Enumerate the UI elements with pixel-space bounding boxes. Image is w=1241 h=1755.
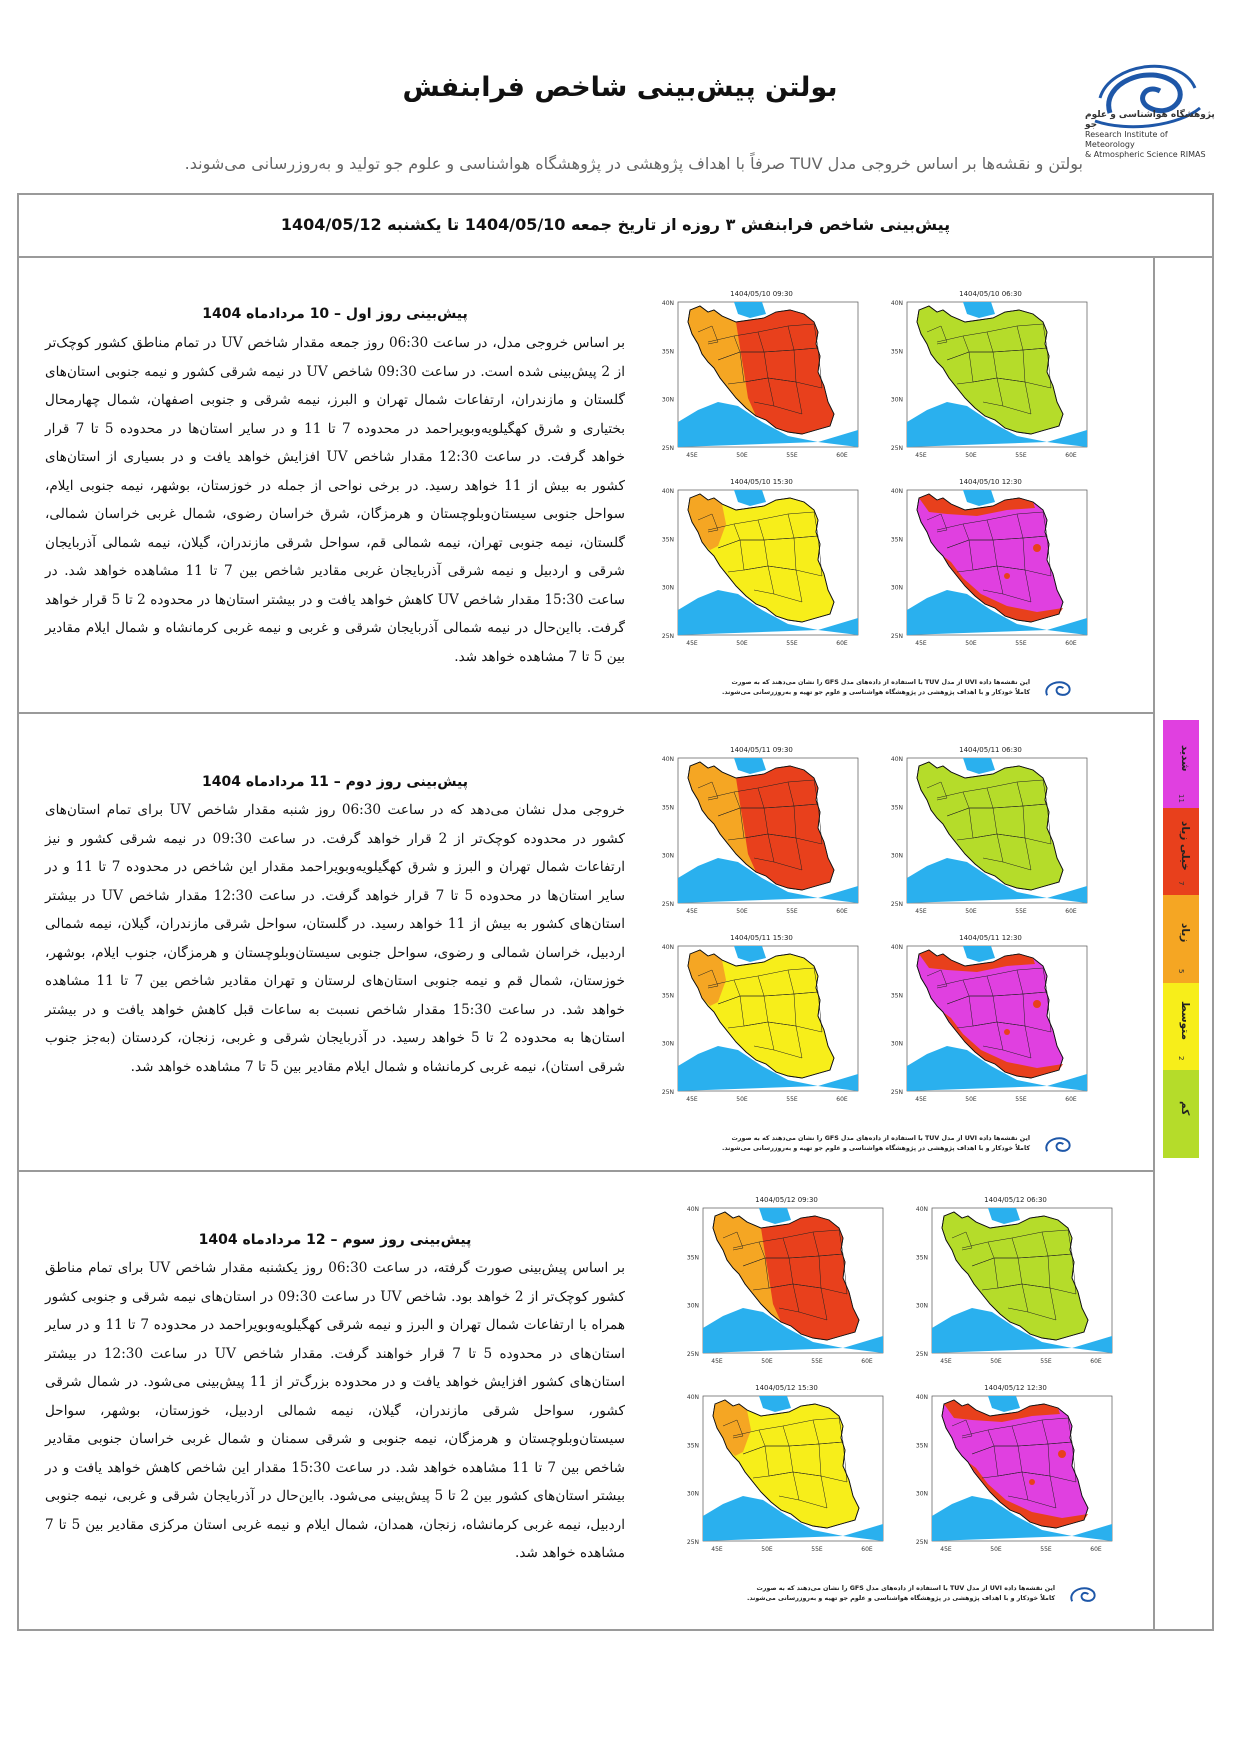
lon-tick-label: 45E	[686, 452, 698, 459]
mini-logo-icon	[1040, 674, 1076, 704]
map-time-label: 1404/05/12 06:30	[984, 1196, 1047, 1204]
lat-tick-label: 40N	[890, 488, 903, 495]
lon-tick-label: 60E	[836, 1096, 848, 1103]
day2-title: پیش‌بینی روز دوم – 11 مردادماه 1404	[201, 774, 468, 790]
map-credit-line1: این نقشه‌ها داده UVI از مدل TUV با استفاده از داده‌های مدل GFS را نشان می‌دهند که به صورت	[731, 1135, 1030, 1142]
lat-tick-label: 25N	[661, 633, 674, 640]
lat-tick-label: 35N	[686, 1442, 699, 1450]
lat-tick-label: 30N	[915, 1490, 928, 1498]
day1-map-1230	[879, 474, 1102, 656]
lon-tick-label: 55E	[1015, 452, 1027, 459]
lat-tick-label: 25N	[686, 1351, 699, 1358]
logo-en-line2: & Atmospheric Science RIMAS	[1085, 150, 1206, 159]
lat-tick-label: 35N	[890, 536, 903, 544]
lon-tick-label: 55E	[811, 1546, 823, 1553]
lat-tick-label: 40N	[890, 300, 903, 307]
lat-tick-label: 30N	[661, 396, 674, 404]
day3-title: پیش‌بینی روز سوم – 12 مردادماه 1404	[198, 1232, 472, 1248]
day2-map-0930	[650, 742, 873, 924]
day2-map-1230	[879, 930, 1102, 1112]
lat-tick-label: 35N	[890, 804, 903, 812]
lon-tick-label: 60E	[1065, 640, 1077, 647]
map-time-label: 1404/05/12 12:30	[984, 1384, 1047, 1392]
lat-tick-label: 40N	[661, 756, 674, 763]
legend-label: متوسط	[1179, 1001, 1191, 1041]
map-credit-line2: کاملاً خودکار و با اهداف پژوهشی در پژوهشگاه هواشناسی و علوم جو تهیه و به‌روزرسانی می‌شوند.	[746, 1595, 1055, 1602]
day3-map-0930-plot	[675, 1192, 898, 1374]
lat-tick-label: 35N	[686, 1254, 699, 1262]
day1-map-1530-plot	[650, 474, 873, 656]
map-credit-line1: این نقشه‌ها داده UVI از مدل TUV با استفاده از داده‌های مدل GFS را نشان می‌دهند که به صورت	[756, 1585, 1055, 1592]
lon-tick-label: 55E	[1015, 908, 1027, 915]
lat-tick-label: 30N	[890, 396, 903, 404]
map-time-label: 1404/05/12 15:30	[755, 1384, 818, 1392]
lon-tick-label: 55E	[811, 1358, 823, 1365]
lat-tick-label: 35N	[661, 536, 674, 544]
map-credit	[690, 1134, 1030, 1154]
lon-tick-label: 50E	[736, 640, 748, 647]
lon-tick-label: 60E	[836, 908, 848, 915]
lon-tick-label: 45E	[940, 1546, 952, 1553]
lon-tick-label: 60E	[1090, 1546, 1102, 1553]
lat-tick-label: 25N	[890, 445, 903, 452]
lon-tick-label: 60E	[1090, 1358, 1102, 1365]
lat-tick-label: 40N	[686, 1206, 699, 1213]
map-time-label: 1404/05/11 15:30	[730, 934, 793, 942]
day3-map-1230-plot	[904, 1380, 1127, 1562]
map-time-label: 1404/05/10 12:30	[959, 478, 1022, 486]
legend-threshold: 5	[1177, 968, 1185, 974]
lat-tick-label: 40N	[890, 756, 903, 763]
day1-body: بر اساس خروجی مدل، در ساعت 06:30 روز جمعه مقدار شاخص UV در تمام مناطق کشور کوچک‌تر از 2 پیش‌بینی شده است. در ساعت 09:30 شاخص UV در نیمه شرقی کشور و نیمه جنوبی استان‌های گلستان و مازندران، ارتفاعات شمال تهران و البرز، نیمه شرقی و جنوبی اصفهان، شمال چهارمحال بختیاری و شرق کهگیلویه‌وبویراحمد در محدوده 7 تا 11 و در سایر استان‌ها در محدوده 5 تا 7 قرار خواهد گرفت. در ساعت 12:30 مقدار شاخص UV افزایش خواهد یافت و در بسیاری از استان‌های کشور به بیش از 11 خواهد رسید. در برخی نواحی از جمله در خوزستان، بوشهر، نیمه جنوبی ایلام، سواحل جنوبی سیستان‌وبلوچستان و هرمزگان، شرق خراسان رضوی، شمال غربی خراسان شمالی، گلستان، نیمه جنوبی تهران، نیمه شمالی قم، سواحل شرقی مازندران، گیلان، نیمه شمالی آذربایجان شرقی و اردبیل و نیمه شرقی آذربایجان غربی مقادیر شاخص بین 7 تا 11 مشاهده خواهد شد. در ساعت 15:30 مقدار شاخص UV کاهش خواهد یافت و در بیشتر استان‌ها در محدوده 2 تا 5 قرار خواهد گرفت. بااین‌حال در نیمه شمالی آذربایجان شرقی و غربی و نیمه غربی کرمانشاه و شمال ایلام مقادیر بین 5 تا 7 مشاهده خواهد شد.	[45, 335, 626, 665]
lon-tick-label: 60E	[1065, 908, 1077, 915]
map-credit-line2: کاملاً خودکار و با اهداف پژوهشی در پژوهشگاه هواشناسی و علوم جو تهیه و به‌روزرسانی می‌شوند.	[721, 1145, 1030, 1152]
logo-en-line1: Research Institute of Meteorology	[1085, 130, 1168, 149]
legend-label: خیلی زیاد	[1179, 820, 1191, 871]
day1-map-panel	[650, 286, 1120, 726]
day2-map-0930-plot	[650, 742, 873, 924]
map-time-label: 1404/05/11 09:30	[730, 746, 793, 754]
lon-tick-label: 45E	[940, 1358, 952, 1365]
lat-tick-label: 30N	[890, 852, 903, 860]
lon-tick-label: 50E	[965, 908, 977, 915]
legend-threshold: 11	[1177, 793, 1185, 803]
lon-tick-label: 50E	[965, 640, 977, 647]
lon-tick-label: 45E	[915, 452, 927, 459]
mini-logo-icon	[1065, 1580, 1101, 1610]
logo-caption	[1085, 110, 1215, 160]
day2-map-0630-plot	[879, 742, 1102, 924]
lat-tick-label: 30N	[890, 584, 903, 592]
lon-tick-label: 50E	[965, 452, 977, 459]
day1-map-0630	[879, 286, 1102, 468]
lat-tick-label: 35N	[661, 804, 674, 812]
table-header-text: پیش‌بینی شاخص فرابنفش ۳ روزه از تاریخ جمعه 1404/05/10 تا یکشنبه 1404/05/12	[280, 215, 951, 234]
lat-tick-label: 40N	[915, 1394, 928, 1401]
lat-tick-label: 40N	[915, 1206, 928, 1213]
legend-label: شدید	[1179, 744, 1191, 771]
lon-tick-label: 45E	[686, 908, 698, 915]
day3-map-0930	[675, 1192, 898, 1374]
map-time-label: 1404/05/10 15:30	[730, 478, 793, 486]
legend-divider	[1153, 258, 1155, 1631]
lon-tick-label: 45E	[915, 1096, 927, 1103]
day3-map-1530-plot	[675, 1380, 898, 1562]
lon-tick-label: 50E	[736, 452, 748, 459]
legend-label: کم	[1179, 1101, 1191, 1116]
lon-tick-label: 50E	[990, 1358, 1002, 1365]
lat-tick-label: 30N	[686, 1490, 699, 1498]
map-time-label: 1404/05/12 09:30	[755, 1196, 818, 1204]
lat-tick-label: 35N	[890, 992, 903, 1000]
day2-map-1230-plot	[879, 930, 1102, 1112]
lat-tick-label: 30N	[686, 1302, 699, 1310]
lon-tick-label: 60E	[861, 1546, 873, 1553]
lat-tick-label: 25N	[661, 1089, 674, 1096]
page-title: بولتن پیش‌بینی شاخص فرابنفش	[402, 72, 838, 103]
lon-tick-label: 45E	[915, 640, 927, 647]
legend-label: زیاد	[1179, 923, 1191, 943]
lon-tick-label: 45E	[686, 1096, 698, 1103]
lon-tick-label: 45E	[711, 1546, 723, 1553]
lat-tick-label: 35N	[915, 1254, 928, 1262]
lat-tick-label: 25N	[890, 633, 903, 640]
lon-tick-label: 60E	[836, 452, 848, 459]
day2-map-1530	[650, 930, 873, 1112]
day1-map-1230-plot	[879, 474, 1102, 656]
day3-map-1530	[675, 1380, 898, 1562]
lat-tick-label: 35N	[890, 348, 903, 356]
lon-tick-label: 55E	[786, 908, 798, 915]
day2-map-0630	[879, 742, 1102, 924]
legend-threshold: 7	[1177, 881, 1185, 886]
lat-tick-label: 30N	[661, 584, 674, 592]
lon-tick-label: 50E	[761, 1546, 773, 1553]
map-credit-line1: این نقشه‌ها داده UVI از مدل TUV با استفاده از داده‌های مدل GFS را نشان می‌دهند که به صورت	[731, 679, 1030, 686]
lon-tick-label: 45E	[686, 640, 698, 647]
lat-tick-label: 40N	[661, 488, 674, 495]
lon-tick-label: 55E	[1040, 1358, 1052, 1365]
lat-tick-label: 25N	[890, 901, 903, 908]
map-time-label: 1404/05/11 06:30	[959, 746, 1022, 754]
lat-tick-label: 35N	[661, 992, 674, 1000]
lat-tick-label: 35N	[915, 1442, 928, 1450]
map-time-label: 1404/05/10 09:30	[730, 290, 793, 298]
lat-tick-label: 40N	[890, 944, 903, 951]
day3-map-panel	[675, 1192, 1145, 1632]
day1-map-0630-plot	[879, 286, 1102, 468]
day3-body: بر اساس پیش‌بینی صورت گرفته، در ساعت 06:30 روز یکشنبه مقدار شاخص UV برای تمام مناطق کشور کوچک‌تر از 2 خواهد بود. شاخص UV در ساعت 09:30 در استان‌های نیمه شرقی و جنوبی کشور همراه با ارتفاعات شمال تهران و البرز و نیمه شرقی کهگیلویه‌وبویراحمد در محدوده 7 تا 11 و در سایر استان‌های در محدوده 5 تا 7 قرار خواهند گرفت. مقدار شاخص UV در ساعت 12:30 در بیشتر استان‌های کشور افزایش خواهد یافت و در محدوده بزرگ‌تر از 11 پیش‌بینی می‌شود. در شمال شرقی کشور، سواحل شرقی مازندران، گیلان، نیمه شمالی اردبیل، خوزستان، بوشهر، سواحل سیستان‌وبلوچستان و هرمزگان، نیمه جنوبی و شرقی سمنان و شمال غربی خراسان جنوبی مقادیر شاخص بین 7 تا 11 مشاهده خواهد شد. در ساعت 15:30 مقدار این شاخص کاهش خواهد یافت و در بیشتر استان‌های کشور بین 2 تا 5 پیش‌بینی می‌شود. بااین‌حال در آذربایجان شرقی و غربی، نیمه جنوبی اردبیل، نیمه غربی کرمانشاه، زنجان، همدان، شمال ایلام و نیمه غربی استان مرکزی مقادیر بین 5 تا 7 مشاهده خواهد شد.	[45, 1260, 626, 1561]
lon-tick-label: 60E	[1065, 1096, 1077, 1103]
day3-map-0630-plot	[904, 1192, 1127, 1374]
uv-legend	[1163, 720, 1199, 1158]
lon-tick-label: 55E	[1040, 1546, 1052, 1553]
lat-tick-label: 25N	[661, 445, 674, 452]
day3-map-0630	[904, 1192, 1127, 1374]
lon-tick-label: 45E	[915, 908, 927, 915]
lon-tick-label: 50E	[736, 1096, 748, 1103]
day1-title: پیش‌بینی روز اول – 10 مردادماه 1404	[202, 306, 468, 322]
legend-threshold: 2	[1177, 1056, 1185, 1061]
map-time-label: 1404/05/11 12:30	[959, 934, 1022, 942]
lat-tick-label: 40N	[686, 1394, 699, 1401]
lon-tick-label: 60E	[1065, 452, 1077, 459]
day2-body: خروجی مدل نشان می‌دهد که در ساعت 06:30 روز شنبه مقدار شاخص UV برای تمام استان‌های کشور در محدوده کوچک‌تر از 2 قرار خواهد گرفت. در ساعت 09:30 در نیمه شرقی کشور و نیز ارتفاعات شمال تهران و البرز و شرق کهگیلویه‌وبویراحمد مقدار این شاخص در محدوده 7 تا 11 و در سایر استان‌ها در محدوده 5 تا 7 قرار خواهد گرفت. در ساعت 12:30 مقدار شاخص UV در بیشتر استان‌های کشور به بیش از 11 خواهد رسید. در گلستان، سواحل شرقی مازندران، گیلان، نیمه شمالی اردبیل، خراسان شمالی و رضوی، سواحل جنوبی سیستان‌وبلوچستان و هرمزگان، جنوب ایلام، بوشهر، خوزستان، شمال قم و نیمه جنوبی استان‌های لرستان و تهران مقادیر شاخص بین 7 تا 11 مشاهده خواهد شد. در ساعت 15:30 مقدار شاخص نسبت به ساعات قبل کاهش خواهد یافت و در بیشتر استان‌ها به محدوده 2 تا 5 خواهد رسید. در آذربایجان شرقی و غربی، زنجان، کردستان (به‌جز جنوب شرقی استان)، نیمه غربی کرمانشاه و شمال ایلام مقادیر بین 5 تا 7 مشاهده خواهد شد.	[45, 802, 626, 1075]
lon-tick-label: 60E	[836, 640, 848, 647]
lat-tick-label: 35N	[661, 348, 674, 356]
lat-tick-label: 25N	[890, 1089, 903, 1096]
disclaimer: بولتن و نقشه‌ها بر اساس خروجی مدل TUV صرفاً با اهداف پژوهشی در پژوهشگاه هواشناسی و علوم جو تولید و به‌روزرسانی می‌شوند.	[184, 154, 1083, 173]
map-credit	[715, 1584, 1055, 1604]
day3-map-1230	[904, 1380, 1127, 1562]
lon-tick-label: 60E	[861, 1358, 873, 1365]
lon-tick-label: 55E	[786, 640, 798, 647]
lat-tick-label: 30N	[890, 1040, 903, 1048]
logo-fa-text: پژوهشگاه هواشناسی و علوم جو	[1085, 110, 1215, 130]
lat-tick-label: 25N	[661, 901, 674, 908]
day1-map-0930	[650, 286, 873, 468]
lat-tick-label: 30N	[661, 1040, 674, 1048]
map-time-label: 1404/05/10 06:30	[959, 290, 1022, 298]
map-credit	[690, 678, 1030, 698]
lat-tick-label: 40N	[661, 944, 674, 951]
mini-logo-icon	[1040, 1130, 1076, 1160]
lat-tick-label: 25N	[915, 1539, 928, 1546]
day2-map-panel	[650, 742, 1120, 1182]
lat-tick-label: 40N	[661, 300, 674, 307]
lon-tick-label: 50E	[965, 1096, 977, 1103]
lon-tick-label: 50E	[761, 1358, 773, 1365]
lon-tick-label: 55E	[786, 452, 798, 459]
lat-tick-label: 30N	[661, 852, 674, 860]
lat-tick-label: 25N	[686, 1539, 699, 1546]
table-header-row	[17, 193, 1214, 258]
lon-tick-label: 55E	[786, 1096, 798, 1103]
day2-map-1530-plot	[650, 930, 873, 1112]
lat-tick-label: 30N	[915, 1302, 928, 1310]
map-credit-line2: کاملاً خودکار و با اهداف پژوهشی در پژوهشگاه هواشناسی و علوم جو تهیه و به‌روزرسانی می‌شوند.	[721, 689, 1030, 696]
lon-tick-label: 55E	[1015, 640, 1027, 647]
lat-tick-label: 25N	[915, 1351, 928, 1358]
day1-map-0930-plot	[650, 286, 873, 468]
lon-tick-label: 50E	[990, 1546, 1002, 1553]
day1-map-1530	[650, 474, 873, 656]
lon-tick-label: 50E	[736, 908, 748, 915]
lon-tick-label: 45E	[711, 1358, 723, 1365]
lon-tick-label: 55E	[1015, 1096, 1027, 1103]
